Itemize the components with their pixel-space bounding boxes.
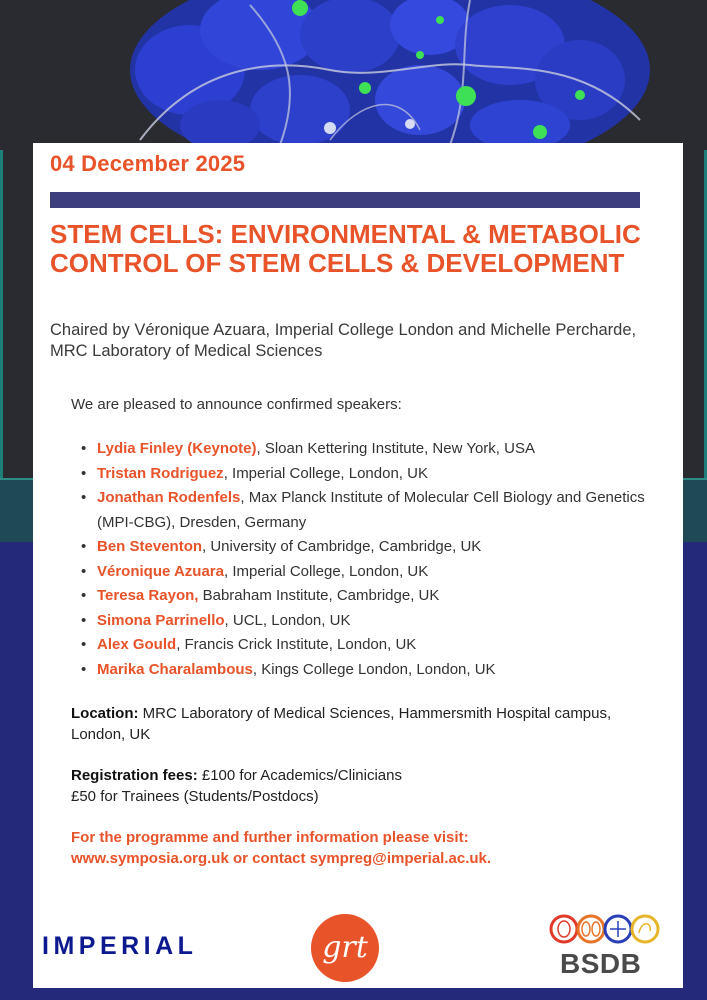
- speaker-list: [71, 437, 671, 682]
- grt-logo: [310, 913, 380, 983]
- speaker-affiliation: , University of Cambridge, Cambridge, UK: [202, 538, 482, 555]
- event-date: 04 December 2025: [50, 151, 246, 176]
- speaker-name: Tristan Rodriguez: [97, 464, 224, 482]
- speaker-affiliation: Babraham Institute, Cambridge, UK: [198, 587, 440, 604]
- speaker-item: [71, 584, 671, 609]
- registration-fees: [71, 765, 661, 807]
- event-card: [33, 143, 683, 988]
- speaker-affiliation: , Imperial College, London, UK: [223, 562, 429, 580]
- location-text: MRC Laboratory of Medical Sciences, Hammersmith Hospital campus, London, UK: [71, 705, 612, 743]
- speaker-affiliation: , UCL, London, UK: [224, 611, 351, 629]
- fees-line-2: £50 for Trainees (Students/Postdocs): [71, 788, 319, 805]
- imperial-logo: IMPERIAL: [42, 932, 198, 960]
- speaker-affiliation: , Sloan Kettering Institute, New York, USA: [256, 440, 535, 457]
- speaker-affiliation: , Kings College London, London, UK: [252, 660, 496, 678]
- location-label: Location:: [71, 705, 139, 722]
- bsdb-logo: BSDB: [560, 948, 642, 979]
- more-info-line-1: For the programme and further information please visit:: [71, 829, 469, 846]
- speaker-name: Véronique Azuara: [97, 562, 224, 580]
- speaker-item: [71, 462, 671, 487]
- speaker-affiliation: , Max Planck Institute of Molecular Cell Biology and Genetics (MPI-CBG), Dresden, Germany: [97, 489, 645, 531]
- speaker-name: Marika Charalambous: [97, 660, 253, 678]
- speaker-name: Lydia Finley (Keynote): [97, 440, 257, 457]
- speaker-affiliation: , Francis Crick Institute, London, UK: [176, 636, 417, 653]
- speaker-item: [71, 609, 671, 634]
- speaker-item: [71, 535, 671, 560]
- speaker-affiliation: , Imperial College, London, UK: [223, 464, 428, 482]
- title-rule: [50, 192, 640, 208]
- speaker-item: [71, 486, 671, 535]
- more-info-line-2[interactable]: www.symposia.org.uk or contact sympreg@imperial.ac.uk.: [71, 850, 492, 867]
- speaker-item: [71, 658, 671, 683]
- speaker-name: Simona Parrinello: [97, 611, 225, 629]
- location-info: [71, 703, 661, 745]
- speaker-name: Teresa Rayon,: [97, 587, 199, 604]
- fees-label: Registration fees:: [71, 767, 198, 784]
- speaker-name: Ben Steventon: [97, 538, 203, 555]
- grt-logo-text: grt: [322, 930, 368, 965]
- fees-line-1: £100 for Academics/Clinicians: [197, 767, 402, 784]
- event-title: STEM CELLS: ENVIRONMENTAL & METABOLIC CONTROL OF STEM CELLS & DEVELOPMENT: [50, 219, 641, 278]
- cell-microscopy-image: [0, 0, 707, 150]
- speaker-name: Jonathan Rodenfels: [97, 489, 241, 506]
- speaker-name: Alex Gould: [97, 636, 177, 653]
- speakers-intro: We are pleased to announce confirmed speakers:: [71, 396, 402, 413]
- more-info: [71, 827, 661, 869]
- speaker-item: [71, 560, 671, 585]
- chaired-by: Chaired by Véronique Azuara, Imperial College London and Michelle Percharde, MRC Laboratory of Medical Sciences: [50, 321, 637, 360]
- speaker-item: [71, 633, 671, 658]
- speaker-item: [71, 437, 671, 462]
